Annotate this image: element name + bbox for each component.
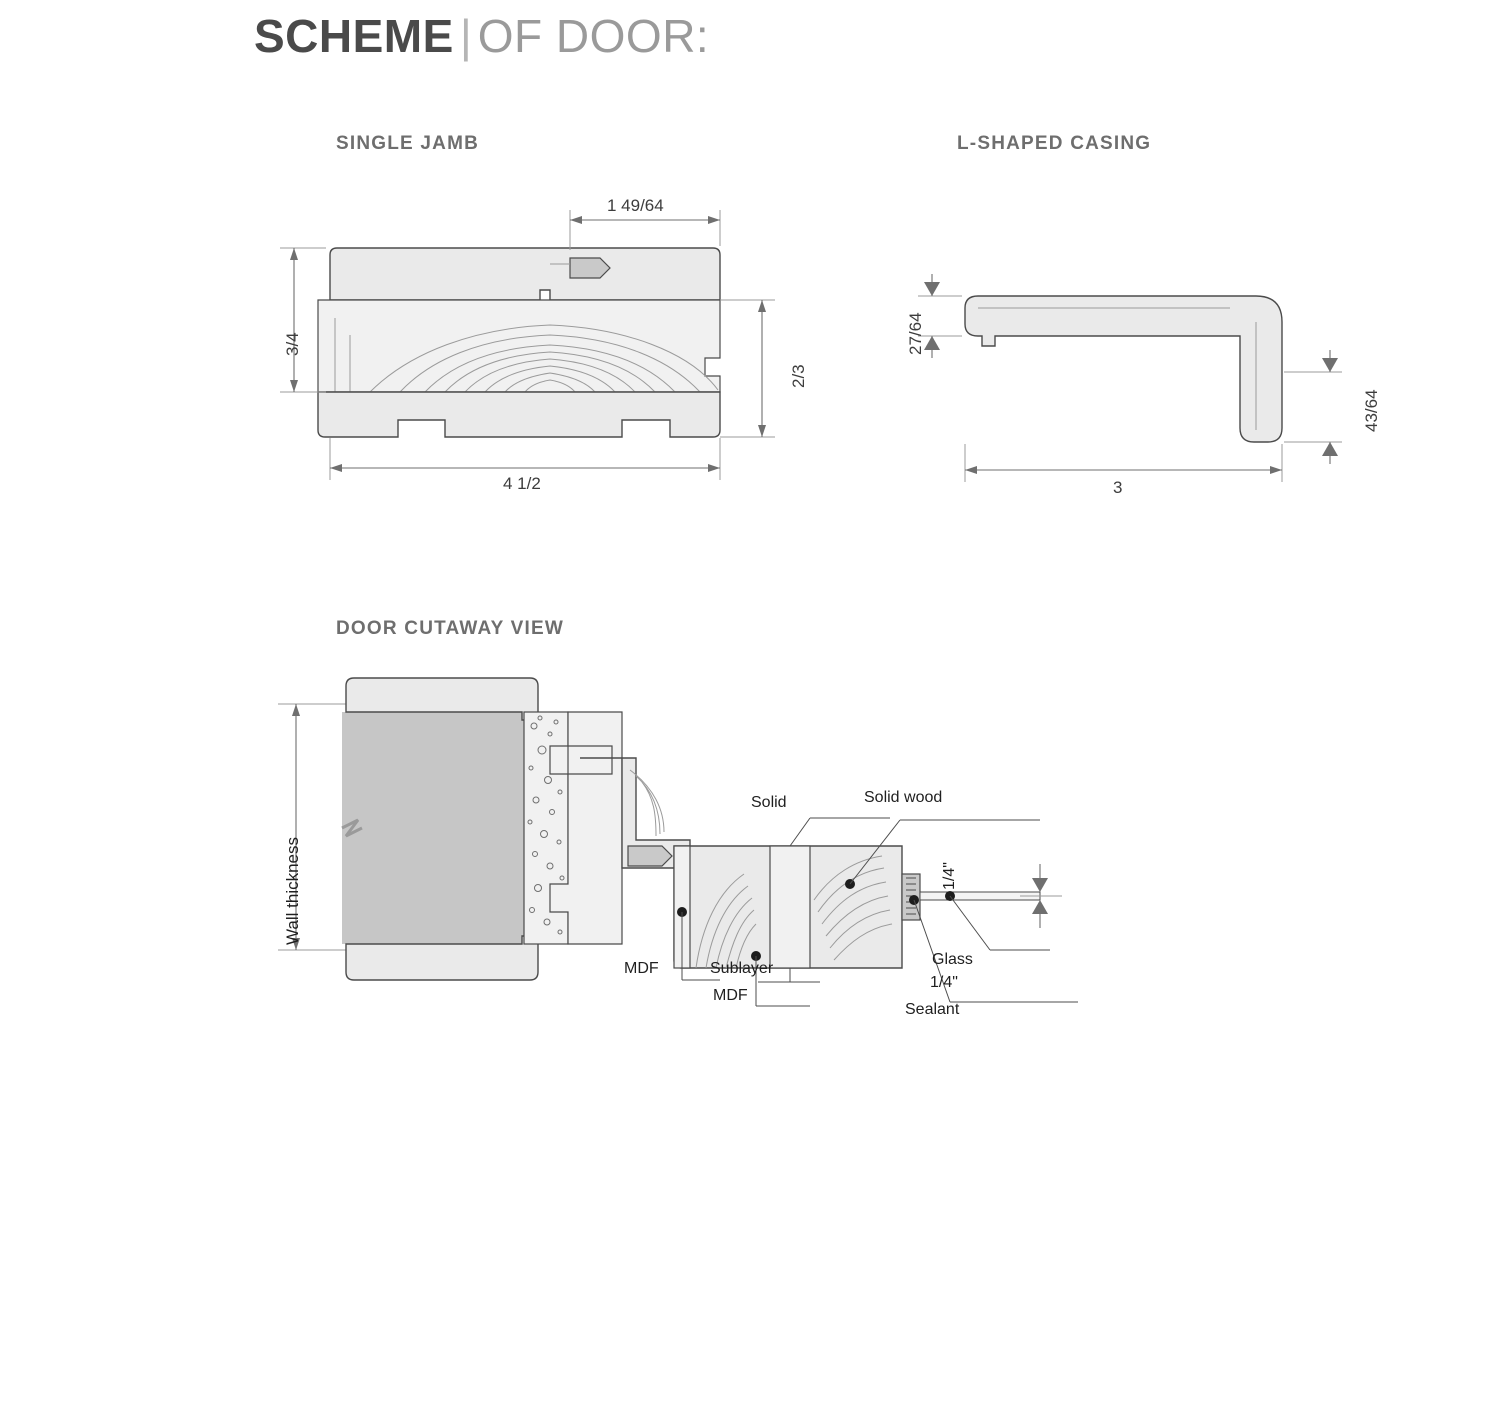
- casing-dim-bottom-label: 3: [1113, 478, 1123, 497]
- jamb-dim-left-label: 3/4: [283, 332, 302, 356]
- l-shaped-casing-drawing: [860, 260, 1420, 520]
- callout-sublayer: Sublayer: [710, 960, 774, 977]
- callout-glass-thickness: 1/4": [930, 974, 958, 991]
- callout-solid-wood: Solid wood: [864, 789, 943, 806]
- jamb-dim-bottom-label: 4 1/2: [503, 474, 541, 493]
- jamb-dim-top-label: 1 49/64: [607, 196, 664, 215]
- page-title-separator: |: [459, 10, 472, 62]
- casing-dim-bottom: [965, 444, 1282, 482]
- heading-l-shaped-casing: L-SHAPED CASING: [957, 133, 1152, 154]
- page-title-light: OF DOOR:: [477, 10, 710, 62]
- wall-thickness-label: Wall thickness: [283, 836, 302, 945]
- glass-thickness-dim: [1020, 864, 1062, 928]
- door-cutaway-drawing: [250, 650, 1330, 1070]
- callout-mdf-left: MDF: [624, 960, 659, 977]
- casing-dim-right-label: 43/64: [1362, 389, 1381, 432]
- wall-block: [342, 712, 524, 944]
- callout-sealant: Sealant: [905, 1001, 960, 1018]
- callout-solid: Solid: [751, 794, 787, 811]
- page-title: [254, 8, 709, 64]
- casing-profile: [965, 296, 1282, 442]
- heading-single-jamb: SINGLE JAMB: [336, 133, 480, 154]
- jamb-block: [550, 712, 690, 944]
- jamb-dim-right: [720, 300, 775, 437]
- callout-glass: Glass: [932, 951, 973, 968]
- jamb-dim-top: [570, 210, 720, 250]
- casing-dim-right: [1284, 350, 1342, 464]
- callout-glass-dim: 1/4": [941, 862, 958, 890]
- jamb-dim-right-label: 2/3: [789, 364, 808, 388]
- callout-mdf-bottom: MDF: [713, 987, 748, 1004]
- jamb-profile: [318, 248, 720, 437]
- casing-dim-left-label: 27/64: [906, 312, 925, 355]
- single-jamb-drawing: [250, 180, 870, 520]
- door-slab: [674, 846, 1040, 968]
- heading-door-cutaway-view: DOOR CUTAWAY VIEW: [336, 618, 565, 639]
- page-title-bold: SCHEME: [254, 10, 454, 62]
